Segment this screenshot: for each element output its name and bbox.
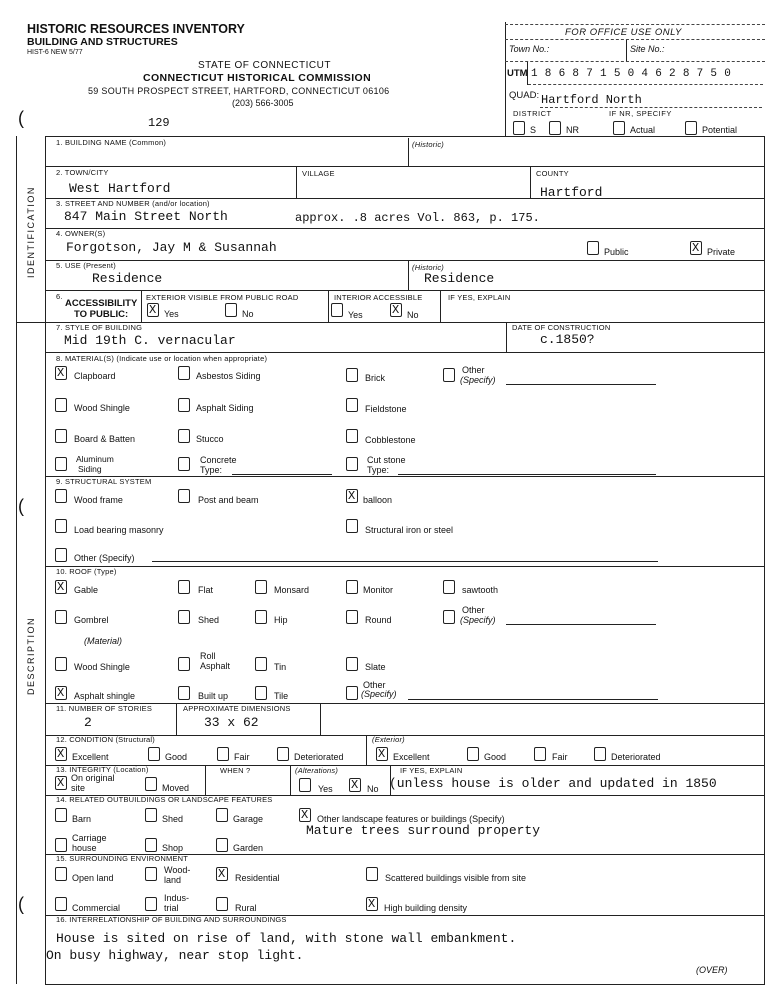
clapboard-checkbox[interactable]	[55, 366, 67, 380]
concrete-checkbox[interactable]	[178, 457, 190, 471]
structural-system-label: 9. STRUCTURAL SYSTEM	[56, 477, 152, 486]
other-landscape-label: Other landscape features or buildings (Specify)	[317, 814, 505, 824]
exterior-no-label: No	[242, 309, 254, 319]
nr-potential-checkbox[interactable]	[685, 121, 697, 135]
asphalt-siding-checkbox[interactable]	[178, 398, 190, 412]
high-density-checkbox[interactable]	[366, 897, 378, 911]
alterations-yes-checkbox[interactable]	[299, 778, 311, 792]
ext-good-checkbox[interactable]	[467, 747, 479, 761]
gambrel-label: Gombrel	[74, 615, 109, 625]
alterations-no-checkbox[interactable]	[349, 778, 361, 792]
nr-actual-label: Actual	[630, 125, 656, 135]
cobblestone-checkbox[interactable]	[346, 429, 358, 443]
cobblestone-label: Cobblestone	[365, 435, 416, 445]
ext-fair-label: Fair	[552, 752, 568, 762]
sawtooth-label: sawtooth	[462, 585, 499, 595]
indus-label: Indus-	[164, 893, 190, 903]
shed-roof-checkbox[interactable]	[178, 610, 190, 624]
on-original-site-checkbox[interactable]	[55, 776, 67, 790]
industrial-checkbox[interactable]	[145, 897, 157, 911]
gambrel-checkbox[interactable]	[55, 610, 67, 624]
fieldstone-label: Fieldstone	[365, 404, 407, 414]
quad-value: Hartford North	[541, 93, 642, 107]
carriage-house-label: house	[72, 843, 97, 853]
balloon-checkbox[interactable]	[346, 489, 358, 503]
garden-label: Garden	[233, 843, 264, 853]
village-label: VILLAGE	[302, 169, 335, 178]
wood-shingle-label: Wood Shingle	[74, 403, 130, 413]
outbuilding-shed-label: Shed	[162, 814, 184, 824]
material-specify-label: (Specify)	[460, 375, 496, 385]
built-up-label: Built up	[198, 691, 229, 701]
owner-private-label: Private	[707, 247, 736, 257]
fieldstone-checkbox[interactable]	[346, 398, 358, 412]
use-present-value: Residence	[92, 271, 163, 286]
struct-fair-label: Fair	[234, 752, 250, 762]
flat-checkbox[interactable]	[178, 580, 190, 594]
tin-label: Tin	[274, 662, 287, 672]
roof-material-label: (Material)	[84, 636, 123, 646]
integrity-explain-label: IF YES, EXPLAIN	[400, 766, 463, 775]
interior-no-checkbox[interactable]	[390, 303, 402, 317]
struct-good-label: Good	[165, 752, 188, 762]
alterations-yes-label: Yes	[318, 784, 333, 794]
interior-accessible-label: INTERIOR ACCESSIBLE	[334, 293, 423, 302]
commercial-checkbox[interactable]	[55, 897, 67, 911]
roof-specify-label: (Specify)	[460, 615, 496, 625]
stories-label: 11. NUMBER OF STORIES	[56, 704, 153, 713]
nr-specify-label: IF NR, SPECIFY	[609, 109, 672, 118]
materials-label: 8. MATERIAL(S) (Indicate use or location when appropriate)	[56, 354, 268, 363]
struct-excellent-label: Excellent	[72, 752, 109, 762]
condition-structural-label: 12. CONDITION (Structural)	[56, 735, 155, 744]
carriage-house-checkbox[interactable]	[55, 838, 67, 852]
commission-name: CONNECTICUT HISTORICAL COMMISSION	[143, 72, 372, 84]
district-nr-label: NR	[566, 125, 579, 135]
structural-iron-label: Structural iron or steel	[365, 525, 454, 535]
landscape-features-value: Mature trees surround property	[306, 823, 541, 838]
on-original-site-label: site	[71, 783, 86, 793]
surrounding-environment-label: 15. SURROUNDING ENVIRONMENT	[56, 854, 189, 863]
date-construction-value: c.1850?	[540, 332, 595, 347]
board-batten-checkbox[interactable]	[55, 429, 67, 443]
district-nr-checkbox[interactable]	[549, 121, 561, 135]
asphalt-shingle-checkbox[interactable]	[55, 686, 67, 700]
rural-label: Rural	[235, 903, 257, 913]
interrelationship-line-1: House is sited on rise of land, with stone wall embankment.	[56, 931, 517, 946]
residential-label: Residential	[235, 873, 280, 883]
rural-checkbox[interactable]	[216, 897, 228, 911]
roll-asphalt-label: Asphalt	[200, 661, 231, 671]
to-public-label: TO PUBLIC:	[74, 309, 129, 320]
commercial-label: Commercial	[72, 903, 121, 913]
integrity-explain-value: (unless house is older and updated in 1850	[389, 776, 717, 791]
wood-frame-checkbox[interactable]	[55, 489, 67, 503]
street-acres-note: approx. .8 acres Vol. 863, p. 175.	[295, 211, 540, 225]
owner-public-label: Public	[604, 247, 629, 257]
brick-checkbox[interactable]	[346, 368, 358, 382]
wood-frame-label: Wood frame	[74, 495, 123, 505]
post-beam-label: Post and beam	[198, 495, 259, 505]
interior-yes-checkbox[interactable]	[331, 303, 343, 317]
carriage-label: Carriage	[72, 833, 107, 843]
woodland-label: land	[164, 875, 182, 885]
built-up-checkbox[interactable]	[178, 686, 190, 700]
barn-checkbox[interactable]	[55, 808, 67, 822]
building-name-label: 1. BUILDING NAME (Common)	[56, 138, 167, 147]
building-historic-label: (Historic)	[412, 140, 444, 149]
site-no-label: Site No.:	[630, 44, 665, 54]
hip-label: Hip	[274, 615, 288, 625]
brick-label: Brick	[365, 373, 385, 383]
asphalt-shingle-label: Asphalt shingle	[74, 691, 136, 701]
if-yes-explain-label: IF YES, EXPLAIN	[448, 293, 511, 302]
roof-wood-shingle-label: Wood Shingle	[74, 662, 130, 672]
interrelationship-label: 16. INTERRELATIONSHIP OF BUILDING AND SURROUNDINGS	[56, 915, 287, 924]
barn-label: Barn	[72, 814, 92, 824]
concrete-label: Concrete	[200, 455, 237, 465]
open-land-checkbox[interactable]	[55, 867, 67, 881]
cut-stone-type-label: Type:	[367, 465, 390, 475]
roof-wood-shingle-checkbox[interactable]	[55, 657, 67, 671]
margin-mark-2: (	[18, 496, 24, 516]
office-use-title: FOR OFFICE USE ONLY	[565, 27, 682, 38]
residential-checkbox[interactable]	[216, 867, 228, 881]
owner-public-checkbox[interactable]	[587, 241, 599, 255]
state-name: STATE OF CONNECTICUT	[198, 60, 331, 71]
date-construction-label: DATE OF CONSTRUCTION	[512, 323, 611, 332]
margin-mark-3: (	[18, 894, 24, 914]
cut-stone-checkbox[interactable]	[346, 457, 358, 471]
utm-value: 1 8 6 8 7 1 5 0 4 6 2 8 7 5 0	[531, 68, 732, 80]
town-no-label: Town No.:	[509, 44, 550, 54]
form-subtitle: BUILDING AND STRUCTURES	[27, 36, 178, 48]
district-label: DISTRICT	[513, 109, 552, 118]
inventory-number: 129	[148, 116, 170, 130]
stories-value: 2	[84, 715, 92, 730]
roll-asphalt-checkbox[interactable]	[178, 657, 190, 671]
wood-shingle-checkbox[interactable]	[55, 398, 67, 412]
concrete-type-label: Type:	[200, 465, 223, 475]
roof-material-other-checkbox[interactable]	[346, 686, 358, 700]
structural-iron-checkbox[interactable]	[346, 519, 358, 533]
dimensions-label: APPROXIMATE DIMENSIONS	[183, 704, 291, 713]
other-landscape-checkbox[interactable]	[299, 808, 311, 822]
interior-no-label: No	[407, 310, 419, 320]
mansard-label: Monsard	[274, 585, 310, 595]
roof-other-label: Other	[462, 605, 485, 615]
material-other-checkbox[interactable]	[443, 368, 455, 382]
district-s-checkbox[interactable]	[513, 121, 525, 135]
mansard-checkbox[interactable]	[255, 580, 267, 594]
commission-phone: (203) 566-3005	[232, 98, 294, 108]
struct-deteriorated-label: Deteriorated	[294, 752, 344, 762]
margin-mark: (	[18, 108, 24, 128]
town-city-label: 2. TOWN/CITY	[56, 168, 109, 177]
flat-label: Flat	[198, 585, 214, 595]
industrial-label: trial	[164, 903, 179, 913]
ext-excellent-checkbox[interactable]	[376, 747, 388, 761]
identification-side-label: IDENTIFICATION	[26, 186, 36, 278]
clapboard-label: Clapboard	[74, 371, 116, 381]
nr-actual-checkbox[interactable]	[613, 121, 625, 135]
alterations-label: (Alterations)	[295, 766, 339, 775]
district-s-label: S	[530, 125, 537, 135]
roof-material-other-label: Other	[363, 680, 386, 690]
owners-label: 4. OWNER(S)	[56, 229, 106, 238]
tin-checkbox[interactable]	[255, 657, 267, 671]
street-number-label: 3. STREET AND NUMBER (and/or location)	[56, 199, 210, 208]
garage-checkbox[interactable]	[216, 808, 228, 822]
county-label: COUNTY	[536, 169, 569, 178]
exterior-no-checkbox[interactable]	[225, 303, 237, 317]
shop-checkbox[interactable]	[145, 838, 157, 852]
exterior-yes-checkbox[interactable]	[147, 303, 159, 317]
owner-private-checkbox[interactable]	[690, 241, 702, 255]
sawtooth-checkbox[interactable]	[443, 580, 455, 594]
outbuildings-label: 14. RELATED OUTBUILDINGS OR LANDSCAPE FEATURES	[56, 795, 273, 804]
slate-checkbox[interactable]	[346, 657, 358, 671]
stucco-checkbox[interactable]	[178, 429, 190, 443]
garage-label: Garage	[233, 814, 264, 824]
asbestos-checkbox[interactable]	[178, 366, 190, 380]
utm-label: UTM	[507, 68, 528, 79]
roof-type-label: 10. ROOF (Type)	[56, 567, 117, 576]
struct-excellent-checkbox[interactable]	[55, 747, 67, 761]
aluminum-checkbox[interactable]	[55, 457, 67, 471]
ext-excellent-label: Excellent	[393, 752, 430, 762]
ext-fair-checkbox[interactable]	[534, 747, 546, 761]
on-original-label: On original	[71, 773, 115, 783]
over-label: (OVER)	[696, 965, 728, 975]
dimensions-value: 33 x 62	[204, 715, 259, 730]
roll-label: Roll	[200, 651, 216, 661]
integrity-when-label: WHEN ?	[220, 766, 251, 775]
outbuilding-shed-checkbox[interactable]	[145, 808, 157, 822]
hip-checkbox[interactable]	[255, 610, 267, 624]
nr-potential-label: Potential	[702, 125, 738, 135]
accessibility-label: ACCESSIBILITY	[65, 298, 138, 309]
roof-material-specify-label: (Specify)	[361, 689, 397, 699]
ext-deteriorated-label: Deteriorated	[611, 752, 661, 762]
owners-value: Forgotson, Jay M & Susannah	[66, 240, 277, 255]
street-number-value: 847 Main Street North	[64, 209, 228, 224]
roof-other-checkbox[interactable]	[443, 610, 455, 624]
struct-deteriorated-checkbox[interactable]	[277, 747, 289, 761]
quad-label: QUAD:	[509, 90, 540, 101]
structural-other-checkbox[interactable]	[55, 548, 67, 562]
scattered-buildings-label: Scattered buildings visible from site	[385, 873, 527, 883]
form-title: HISTORIC RESOURCES INVENTORY	[27, 22, 245, 36]
tile-label: Tile	[274, 691, 289, 701]
moved-checkbox[interactable]	[145, 777, 157, 791]
cut-stone-label: Cut stone	[367, 455, 406, 465]
shed-roof-label: Shed	[198, 615, 220, 625]
moved-label: Moved	[162, 783, 190, 793]
tile-checkbox[interactable]	[255, 686, 267, 700]
struct-fair-checkbox[interactable]	[217, 747, 229, 761]
board-batten-label: Board & Batten	[74, 434, 136, 444]
style-value: Mid 19th C. vernacular	[64, 333, 236, 348]
structural-other-label: Other (Specify)	[74, 553, 135, 563]
balloon-label: balloon	[363, 495, 393, 505]
round-checkbox[interactable]	[346, 610, 358, 624]
woodland-checkbox[interactable]	[145, 867, 157, 881]
material-other-label: Other	[462, 365, 485, 375]
stucco-label: Stucco	[196, 434, 224, 444]
gable-checkbox[interactable]	[55, 580, 67, 594]
aluminum-label: Aluminum	[76, 454, 114, 464]
asphalt-siding-label: Asphalt Siding	[196, 403, 254, 413]
garden-checkbox[interactable]	[216, 838, 228, 852]
struct-good-checkbox[interactable]	[148, 747, 160, 761]
town-city-value: West Hartford	[69, 181, 171, 196]
shop-label: Shop	[162, 843, 184, 853]
round-label: Round	[365, 615, 392, 625]
commission-address: 59 SOUTH PROSPECT STREET, HARTFORD, CONNECTICUT 06106	[88, 86, 390, 96]
wood-label: Wood-	[164, 865, 191, 875]
ext-good-label: Good	[484, 752, 507, 762]
load-bearing-label: Load bearing masonry	[74, 525, 164, 535]
description-side-label: DESCRIPTION	[26, 616, 36, 695]
aluminum-siding-label: Siding	[78, 464, 102, 474]
scattered-buildings-checkbox[interactable]	[366, 867, 378, 881]
style-label: 7. STYLE OF BUILDING	[56, 323, 143, 332]
high-density-label: High building density	[384, 903, 468, 913]
use-historic-value: Residence	[424, 271, 495, 286]
condition-exterior-label: (Exterior)	[372, 735, 405, 744]
post-beam-checkbox[interactable]	[178, 489, 190, 503]
asbestos-label: Asbestos Siding	[196, 371, 261, 381]
interrelationship-line-2: On busy highway, near stop light.	[46, 948, 304, 963]
ext-deteriorated-checkbox[interactable]	[594, 747, 606, 761]
alterations-no-label: No	[367, 784, 379, 794]
load-bearing-checkbox[interactable]	[55, 519, 67, 533]
use-present-label: 5. USE (Present)	[56, 261, 116, 270]
interior-yes-label: Yes	[348, 310, 363, 320]
slate-label: Slate	[365, 662, 386, 672]
exterior-visible-label: EXTERIOR VISIBLE FROM PUBLIC ROAD	[146, 293, 299, 302]
county-value: Hartford	[540, 185, 603, 200]
gable-label: Gable	[74, 585, 99, 595]
integrity-label: 13. INTEGRITY (Location)	[56, 765, 149, 774]
use-historic-label: (Historic)	[412, 263, 444, 272]
accessibility-number: 6.	[56, 292, 63, 301]
monitor-label: Monitor	[363, 585, 394, 595]
open-land-label: Open land	[72, 873, 114, 883]
form-code: HIST-6 NEW 5/77	[27, 49, 83, 56]
monitor-checkbox[interactable]	[346, 580, 358, 594]
exterior-yes-label: Yes	[164, 309, 179, 319]
